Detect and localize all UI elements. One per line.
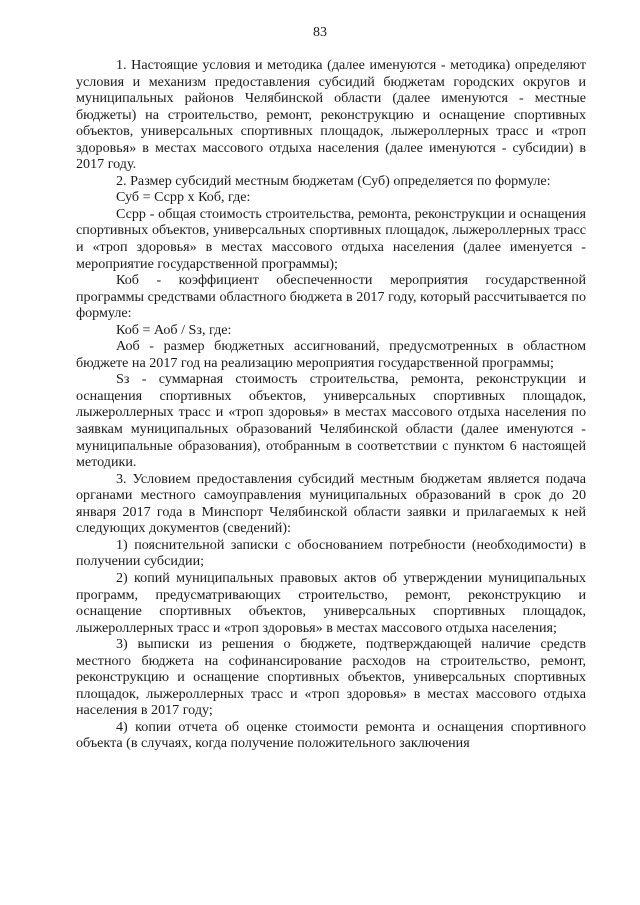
definition-kob: Коб - коэффициент обеспеченности мероприятия государственной программы средствами областного бюджета в 2017 году, который рассчитывается по формуле:	[76, 272, 586, 322]
definition-ssrr: Ссрр - общая стоимость строительства, ремонта, реконструкции и оснащения спортивных объектов, универсальных спортивных площадок, лыжероллерных трасс и «троп здоровья» в местах массового отдыха населения (далее именуется - мероприятие государственной программы);	[76, 205, 586, 272]
list-item-3-budget-extract: 3) выписки из решения о бюджете, подтверждающей наличие средств местного бюджета на софинансирование расходов на строительство, ремонт, реконструкцию и оснащение спортивных объектов, универсальных спортивных площадок, лыжероллерных трасс и «троп здоровья» в местах массового отдыха населения в 2017 году;	[76, 636, 586, 719]
paragraph-1-scope: 1. Настоящие условия и методика (далее именуются - методика) определяют условия и механизм предоставления субсидий бюджетам городских округов и муниципальных районов Челябинской области (далее именуются - местные бюджеты) на строительство, ремонт, реконструкцию и оснащение спортивных объектов, универсальных спортивных площадок, лыжероллерных трасс и «троп здоровья» в местах массового отдыха населения (далее именуются - субсидии) в 2017 году.	[76, 57, 586, 173]
definition-aob: Аоб - размер бюджетных ассигнований, предусмотренных в областном бюджете на 2017 год на реализацию мероприятия государственной программы;	[76, 338, 586, 371]
list-item-4-valuation-report: 4) копии отчета об оценке стоимости ремонта и оснащения спортивного объекта (в случаях, когда получение положительного заключения	[76, 718, 586, 752]
formula-sub: Суб = Ссрр х Коб, где:	[116, 189, 251, 206]
list-item-1-explanatory-note: 1) пояснительной записки с обоснованием потребности (необходимости) в получении субсидии;	[76, 536, 586, 570]
definition-sz: Sз - суммарная стоимость строительства, ремонта, реконструкции и оснащения спортивных объектов, универсальных спортивных площадок, лыжероллерных трасс и «троп здоровья» в местах массового отдыха населения по заявкам муниципальных образований Челябинской области (далее именуются - муниципальные образования), отобранным в соответствии с пунктом 6 настоящей методики.	[76, 371, 586, 471]
document-body	[76, 57, 586, 752]
paragraph-2-subsidy-size: 2. Размер субсидий местным бюджетам (Суб) определяется по формуле:	[116, 172, 551, 189]
page-number: 83	[313, 25, 327, 40]
list-item-2-legal-acts: 2) копий муниципальных правовых актов об утверждении муниципальных программ, предусматривающих строительство, ремонт, реконструкцию и оснащение спортивных объектов, универсальных спортивных площадок, лыжероллерных трасс и «троп здоровья» в местах массового отдыха населения;	[76, 569, 586, 636]
formula-kob: Коб = Аоб / Sз, где:	[116, 321, 232, 338]
paragraph-3-conditions: 3. Условием предоставления субсидий местным бюджетам является подача органами местного самоуправления муниципальных образований в срок до 20 января 2017 года в Минспорт Челябинской области заявки и прилагаемых к ней следующих документов (сведений):	[76, 470, 586, 537]
